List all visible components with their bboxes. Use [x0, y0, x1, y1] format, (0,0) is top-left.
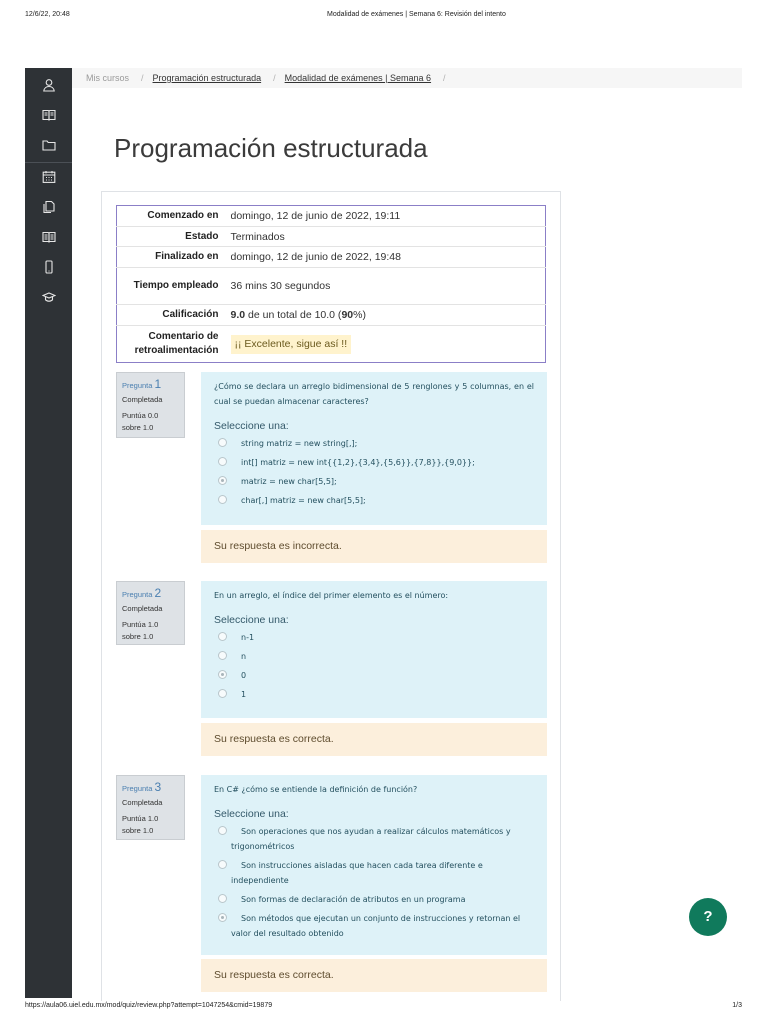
radio-button: [218, 860, 227, 869]
summary-row-feedback: [117, 326, 546, 363]
breadcrumb: [72, 68, 742, 88]
question-text: En C# ¿cómo se entiende la definición de función?: [214, 785, 418, 794]
answer-text: Son operaciones que nos ayudan a realizar cálculos matemáticos y trigonométricos: [231, 827, 511, 851]
answer-text: Son métodos que ejecutan un conjunto de instrucciones y retornan el valor del resultado obtenido: [231, 914, 521, 938]
radio-button: [218, 495, 227, 504]
question-number-value: 3: [154, 780, 162, 794]
question-text: ¿Cómo se declara un arreglo bidimensional de 5 renglones y 5 columnas, en el cual se puedan almacenar caracteres?: [214, 382, 534, 406]
summary-row-finished: [117, 247, 546, 268]
answer-option: [214, 647, 534, 666]
summary-row-state: [117, 227, 546, 247]
answer-option: [214, 628, 534, 647]
breadcrumb-my-courses[interactable]: Mis cursos: [86, 73, 130, 83]
grade-score: 9.0: [230, 309, 246, 321]
answer-text: matriz = new char[5,5];: [241, 477, 337, 486]
summary-label: Comenzado en: [147, 210, 219, 221]
radio-button: [218, 457, 227, 466]
question-number: [122, 586, 179, 602]
summary-label: Tiempo empleado: [117, 268, 224, 305]
answer-option: [214, 856, 534, 890]
summary-grade-value: [224, 305, 546, 326]
question-grade: Puntúa 0.0 sobre 1.0: [122, 411, 159, 432]
question-grade: Puntúa 1.0 sobre 1.0: [122, 620, 159, 641]
question-grade: Puntúa 1.0 sobre 1.0: [122, 814, 159, 835]
print-url: https://aula06.uiel.edu.mx/mod/quiz/review.php?attempt=1047254&cmid=19879: [25, 1002, 273, 1009]
summary-label: Estado: [117, 227, 224, 247]
question-state: Completada: [122, 395, 163, 404]
files-icon[interactable]: [42, 200, 56, 214]
feedback-badge: ¡¡ Excelente, sigue así !!: [231, 335, 352, 354]
user-icon[interactable]: [42, 78, 56, 92]
book-open-icon[interactable]: [42, 230, 56, 244]
question-state: Completada: [122, 798, 163, 807]
answer-option: [214, 685, 534, 704]
question-number-value: 2: [154, 586, 162, 600]
breadcrumb-separator: /: [273, 73, 276, 83]
select-one-label: Seleccione una:: [214, 614, 289, 626]
answer-text: char[,] matriz = new char[5,5];: [241, 496, 366, 505]
question-content: [201, 372, 547, 525]
answer-feedback: Su respuesta es incorrecta.: [201, 530, 547, 563]
sidebar-divider: [25, 162, 72, 163]
summary-feedback-cell: [224, 326, 546, 363]
answer-text: string matriz = new string[,];: [241, 439, 358, 448]
select-one-label: Seleccione una:: [214, 808, 289, 820]
question-info: [116, 372, 185, 438]
answer-option: [214, 909, 534, 943]
print-page-number: 1/3: [732, 1002, 742, 1009]
radio-button: [218, 438, 227, 447]
answer-text: n: [241, 652, 247, 661]
radio-button: [218, 894, 227, 903]
answer-feedback: Su respuesta es correcta.: [201, 723, 547, 756]
summary-label: Finalizado en: [117, 247, 224, 268]
print-page-title: Modalidad de exámenes | Semana 6: Revisión del intento: [327, 11, 506, 18]
answer-option: [214, 453, 534, 472]
question-label: Pregunta: [122, 590, 153, 599]
summary-value: domingo, 12 de junio de 2022, 19:11: [230, 210, 401, 222]
question-info: [116, 775, 185, 840]
grade-percent: 90: [341, 309, 354, 321]
graduation-cap-icon[interactable]: [42, 290, 56, 304]
question-number: [122, 377, 179, 393]
question-state: Completada: [122, 604, 163, 613]
breadcrumb-separator: /: [141, 73, 144, 83]
question-label: Pregunta: [122, 381, 153, 390]
sidebar: [25, 68, 72, 998]
book-icon[interactable]: [42, 108, 56, 122]
question-text: En un arreglo, el índice del primer elemento es el número:: [214, 591, 449, 600]
question-label: Pregunta: [122, 784, 153, 793]
print-date: 12/6/22, 20:48: [25, 11, 70, 18]
answer-option: [214, 434, 534, 453]
summary-row-started: [117, 206, 546, 227]
select-one-label: Seleccione una:: [214, 420, 289, 432]
summary-value: Terminados: [224, 227, 546, 247]
answer-text: 1: [241, 690, 247, 699]
radio-button: [218, 632, 227, 641]
radio-button: [218, 913, 227, 922]
answer-option: [214, 491, 534, 510]
grade-text: de un total de 10.0 (: [245, 309, 342, 321]
mobile-icon[interactable]: [42, 260, 56, 274]
grade-text-end: %): [353, 309, 366, 321]
breadcrumb-separator: /: [443, 73, 446, 83]
summary-row-time: [117, 268, 546, 305]
answer-text: Son instrucciones aisladas que hacen cada tarea diferente e independiente: [231, 861, 483, 885]
breadcrumb-course-link[interactable]: Programación estructurada: [152, 73, 262, 83]
attempt-summary-table: [116, 205, 546, 363]
radio-button: [218, 651, 227, 660]
calendar-icon[interactable]: [42, 170, 56, 184]
answer-text: n-1: [241, 633, 255, 642]
answer-text: Son formas de declaración de atributos en un programa: [241, 895, 466, 904]
question-content: [201, 581, 547, 718]
folder-icon[interactable]: [42, 138, 56, 152]
radio-button: [218, 476, 227, 485]
page-title: Programación estructurada: [114, 133, 428, 163]
answer-text: 0: [241, 671, 247, 680]
answer-text: int[] matriz = new int{{1,2},{3,4},{5,6}},{7,8}},{9,0}};: [241, 458, 475, 467]
summary-value: domingo, 12 de junio de 2022, 19:48: [224, 247, 546, 268]
summary-row-grade: [117, 305, 546, 326]
answer-option: [214, 822, 534, 856]
answer-feedback: Su respuesta es correcta.: [201, 959, 547, 992]
question-info: [116, 581, 185, 645]
answer-option: [214, 472, 534, 491]
summary-label: Comentario de retroalimentación: [117, 326, 224, 363]
question-number: [122, 780, 179, 796]
radio-button: [218, 826, 227, 835]
radio-button: [218, 670, 227, 679]
question-number-value: 1: [154, 377, 162, 391]
question-content: [201, 775, 547, 955]
answer-option: [214, 890, 534, 909]
answer-option: [214, 666, 534, 685]
summary-label: Calificación: [117, 305, 224, 326]
help-button[interactable]: ?: [689, 898, 727, 936]
breadcrumb-quiz-link[interactable]: Modalidad de exámenes | Semana 6: [284, 73, 432, 83]
radio-button: [218, 689, 227, 698]
summary-value: 36 mins 30 segundos: [224, 268, 546, 305]
